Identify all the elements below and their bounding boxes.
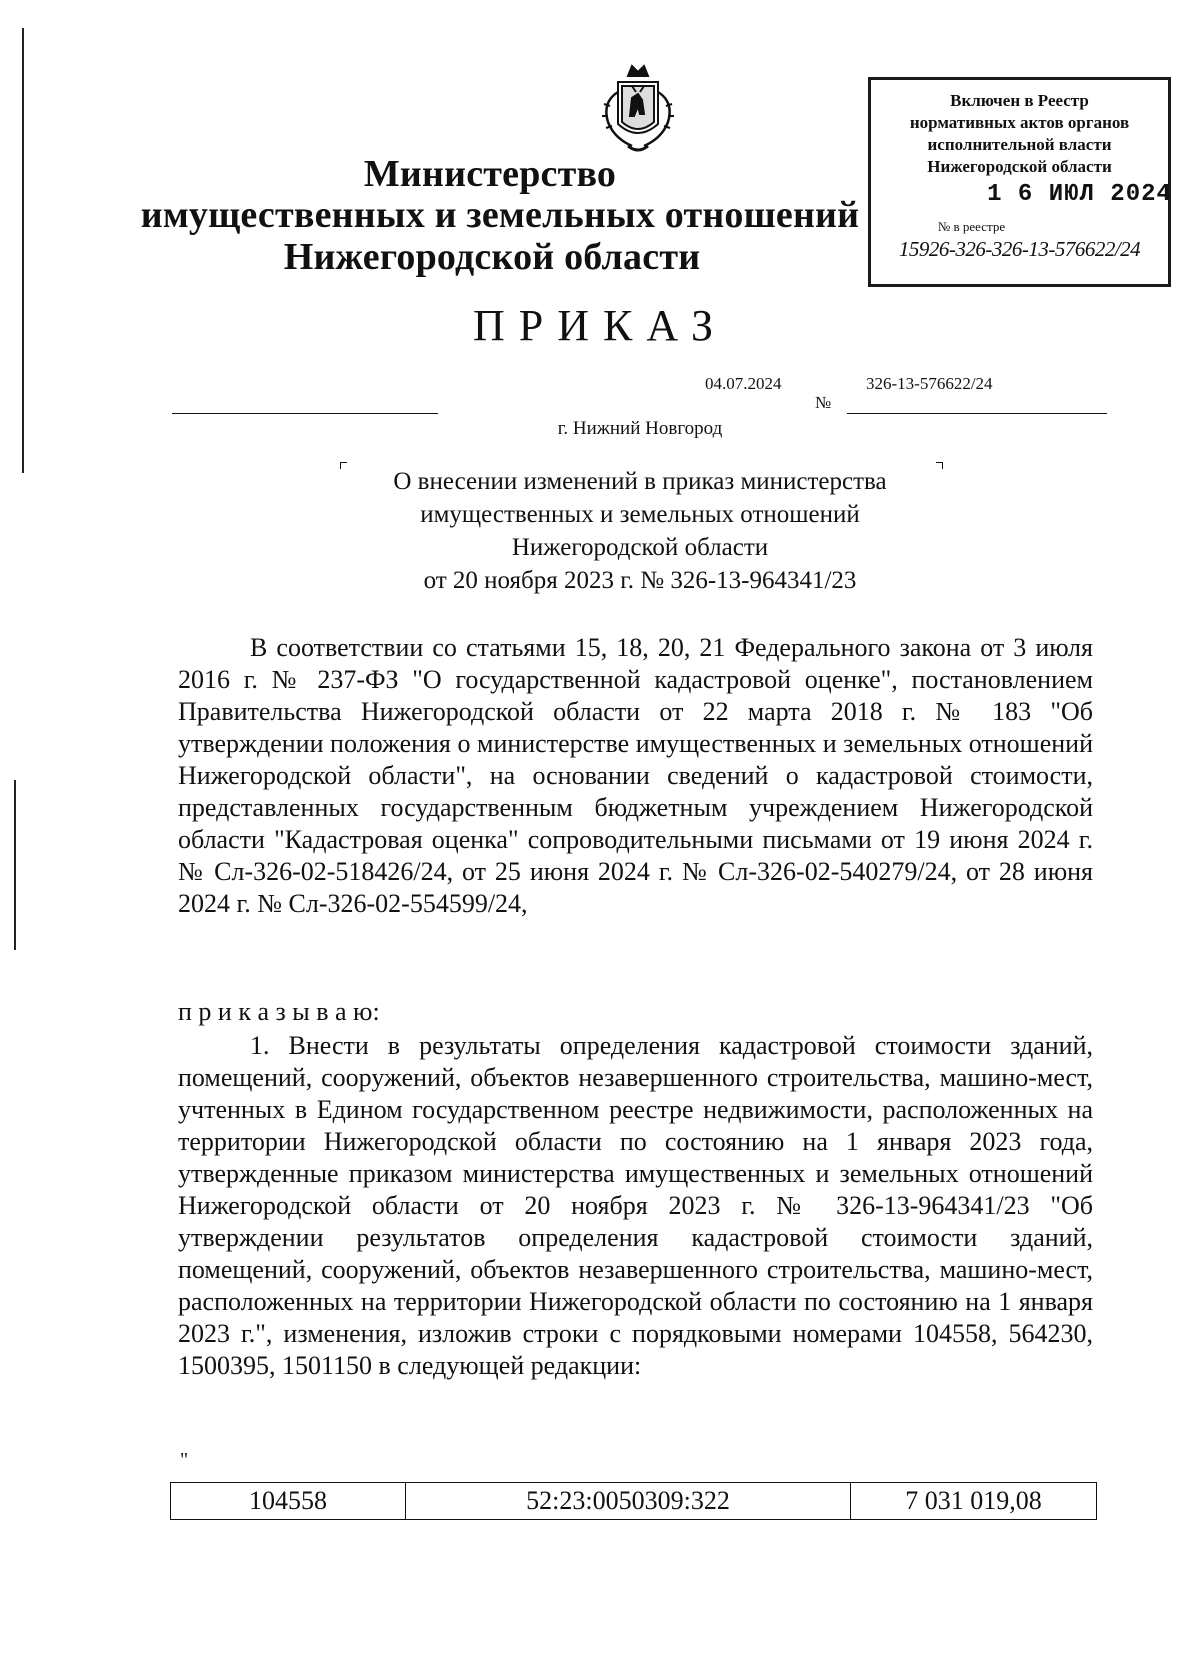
quote-mark: " (180, 1449, 189, 1471)
stamp-line-4: Нижегородской области (927, 157, 1112, 176)
stamp-reg-label: № в реестре (937, 219, 1006, 234)
registry-stamp (868, 77, 1171, 287)
document-type: ПРИКАЗ (472, 301, 728, 350)
stamp-line-3: исполнительной власти (927, 135, 1112, 154)
subject-block (340, 465, 940, 597)
table-row (171, 1483, 1097, 1520)
cadastral-value: 7 031 019,08 (851, 1483, 1097, 1520)
subject-line-4: от 20 ноября 2023 г. № 326-13-964341/23 (423, 567, 857, 594)
coat-of-arms-icon (588, 62, 688, 158)
row-serial-number: 104558 (171, 1483, 406, 1520)
stamp-line-2: нормативных актов органов (909, 113, 1130, 132)
city: г. Нижний Новгород (557, 418, 723, 439)
subject-line-3: Нижегородской области (511, 534, 769, 561)
number-sign: № (815, 393, 832, 412)
order-number: 326-13-576622/24 (866, 374, 993, 393)
item-1-paragraph: 1. Внести в результаты определения кадастровой стоимости зданий, помещений, сооружений, объектов незавершенного строительства, машино-мест, учтенных в Едином государственном реестре недвижимости, расположенных на территории Нижегородской области по состоянию на 1 января 2023 года, утвержденные приказом министерства имущественных и земельных отношений Нижегородской области от 20 ноября 2023 г. № 326-13-964341/23 "Об утверждении результатов определения кадастровой стоимости зданий, помещений, сооружений, объектов незавершенного строительства, машино-мест, расположенных на территории Нижегородской области по состоянию на 1 января 2023 г.", изменения, изложив строки с порядковыми номерами 104558, 564230, 1500395, 1501150 в следующей редакции: (178, 1031, 1093, 1380)
order-date: 04.07.2024 (705, 374, 782, 393)
cadastral-number: 52:23:0050309:322 (406, 1483, 851, 1520)
ministry-name-line-2: имущественных и земельных отношений (140, 194, 860, 236)
ministry-name-line-3: Нижегородской области (283, 236, 701, 278)
scan-artifact-line (14, 780, 16, 950)
ministry-name-line-1: Министерство (363, 153, 617, 195)
date-underline (172, 413, 438, 414)
subject-line-1: О внесении изменений в приказ министерства (393, 468, 887, 495)
stamp-line-1: Включен в Реестр (950, 91, 1089, 110)
order-word: п р и к а з ы в а ю: (178, 997, 380, 1026)
preamble-paragraph: В соответствии со статьями 15, 18, 20, 21 Федерального закона от 3 июля 2016 г. № 237-ФЗ "О государственной кадастровой оценке", постановлением Правительства Нижегородской области от 22 марта 2018 г. № 183 "Об утверждении положения о министерстве имущественных и земельных отношений Нижегородской области", на основании сведений о кадастровой стоимости, представленных государственным бюджетным учреждением Нижегородской области "Кадастровая оценка" сопроводительными письмами от 19 июня 2024 г. № Сл-326-02-518426/24, от 25 июня 2024 г. № Сл-326-02-540279/24, от 28 июня 2024 г. № Сл-326-02-554599/24, (178, 633, 1093, 918)
number-underline (847, 413, 1107, 414)
stamp-date: 1 6 ИЮЛ 2024 (987, 181, 1172, 208)
cadastral-table (170, 1482, 1097, 1520)
stamp-reg-number: 15926-326-326-13-576622/24 (898, 237, 1141, 261)
subject-line-2: имущественных и земельных отношений (420, 501, 860, 528)
